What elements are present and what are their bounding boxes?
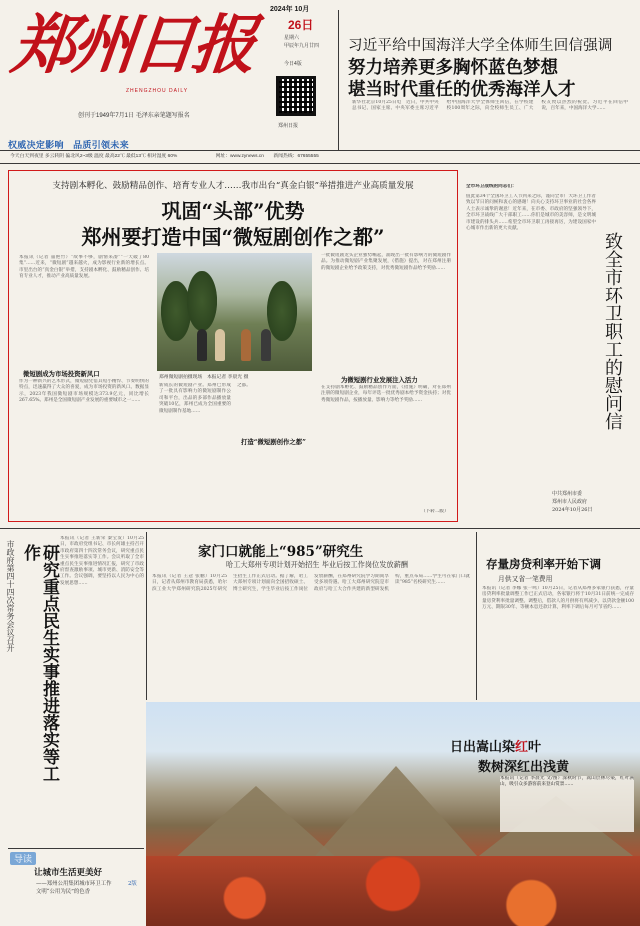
qr-code-icon	[276, 76, 316, 116]
council-meeting-body: 本报讯（记者 王新荣 秦宝发）10月25日，市政府党组书记、市长何雄主持召开市政府第四十四次常务会议，研究重点民生实事推进落实等工作。会议听取了全市重点民生实事推进情况汇报，研究了市政府督查激励事项、城市更新、消防安全等工作。会议强调，要坚持以人民为中心的发展思想……	[60, 536, 144, 586]
main-story-body-4: 之都。	[237, 383, 251, 388]
film-set-photo	[157, 253, 312, 371]
english-name: ZHENGZHOU DAILY	[126, 88, 189, 94]
guide-sub-2: 文明“公用为民”的色香	[36, 889, 91, 895]
guide-sub-1: ——郑州公用集团城市环卫工作	[36, 881, 112, 887]
photo-story-title-2: 数树深红出浅黄	[478, 760, 570, 775]
main-story-kicker: 支持剧本孵化、鼓励精品创作、培育专业人才……我市出台“真金白银”举措推进产业高质量发展	[52, 181, 414, 191]
subhead-2: 打造“微短剧创作之都”	[241, 438, 306, 446]
divider	[476, 532, 477, 700]
founded-line: 创刊于1949年7月1日 毛泽东亲笔题写报名	[78, 113, 190, 119]
qr-label: 郑州日报	[278, 123, 299, 129]
lunar-date: 甲辰年九月廿四	[284, 43, 320, 49]
divider	[0, 528, 640, 529]
top-story-kicker: 习近平给中国海洋大学全体师生回信强调	[348, 38, 613, 54]
weekday: 星期六	[284, 35, 300, 41]
masthead	[8, 4, 260, 136]
main-story	[8, 170, 458, 522]
main-story-body-5: 一批微短剧龙头企业强势崛起，涌现出一批有影响力的微短剧作品。为推动微短剧产业集聚发展，《措施》提出，对在郑州注册的微短剧企业给予政策支持，对优秀微短剧作品给予奖励……	[321, 253, 451, 271]
divider	[146, 532, 147, 700]
letter-body: 值此第34个全国环卫工人节到来之际，谨向全市广大环卫工作者致以节日的问候和衷心的感谢！向关心支持环卫事业的社会各界人士表示诚挚的谢意！近年来，在市委、市政府的坚强领导下，全市环卫战线广大干部职工……你们是城市的美容师，是文明城市建设的排头兵……希望全市环卫职工再接再厉，为建设国家中心城市作出新的更大贡献。	[466, 194, 596, 232]
main-story-body-2: 作为一种新兴的艺术形式，微短剧凭借其短小精悍、节奏明快的特点，迅速赢得了大众的喜爱，成为市场投资的新风口。数据显示，2023年我国微短剧市场规模达373.9亿元，同比增长267.65%。郑州是全国微短剧产业发展的重要城市之一……	[19, 379, 149, 404]
subhead-3: 为微短剧行业发展注入活力	[341, 376, 418, 384]
top-story-body: 新华社北京10月25日电 近日，中共中央总书记、国家主席、中央军委主席习近平给中国海洋大学全体师生回信，在学校建校100周年之际，向全校师生员工、广大校友致以热烈的祝贺。习近平在回信中说，百年来，中国海洋大学……	[352, 100, 628, 112]
mortgage-body: 本报讯（记者 李娜 张一鸣）10月25日，记者从郑州多家银行获悉，存量房贷利率批量调整工作已正式启动，各家银行将于10月31日前统一完成存量房贷利率批量调整。调整后，借款人的月供将有所减少。以贷款金额100万元、期限30年、等额本息还款计算，利率下调后每月可节省约……	[482, 586, 634, 611]
guide-tag: 导读	[10, 852, 36, 865]
main-story-body-3: 新成长的微短剧产业。郑州已形成了一批具有影响力的微短剧制作公司和平台，出品的多部作品播放量突破10亿，郑州已成为全国重要的微短剧制作基地……	[159, 383, 231, 414]
letter-title: 致全市环卫职工的慰问信	[602, 232, 623, 430]
photo-story-body: 本报讯（记者 李晨光 文/图）深秋时节，嵩山层林尽染，红叶满山，吸引众多游客前来登山赏景……	[500, 776, 634, 832]
weather-bar: 今天白天到夜里 多云转阴 偏北风2~3级 温度 最高22℃ 最低13℃ 相对湿度 60% 网址：www.zynews.cn 新闻热线：67655555	[10, 154, 319, 159]
divider	[0, 150, 640, 151]
main-story-body-6: 在支持剧本孵化、鼓励精品创作方面，《措施》明确，对在郑州注册的微短剧企业，每年评选一批优秀剧本给予资金扶持；对优秀微短剧作品，按播放量、影响力等给予奖励……	[321, 385, 451, 403]
divider	[338, 10, 339, 150]
continued-note: （下转二版）	[421, 509, 449, 514]
grad-school-subtitle: 哈工大郑州专项计划开始招生 毕业后按工作岗位发放薪酬	[226, 560, 408, 569]
grad-school-body: 本报讯（记者 王冠 张鹏）10月25日，记者从郑州市教育局获悉，哈尔滨工业大学郑州研究院2025年研究生招生工作正式启动。据了解，哈工大郑州专项计划面向全国招收硕士、博士研究生，学生毕业后按工作岗位发放薪酬，在郑州研究院学习期间享受多项待遇。哈工大郑州研究院是市政府与哈工大合作共建的新型研发机构，重点布局……学生可在家门口就读“985”名校研究生……	[152, 574, 470, 592]
council-meeting-kicker: 市政府第四十四次常务会议召开	[6, 540, 15, 652]
slogan: 权威决定影响 品质引领未来	[8, 140, 129, 150]
sign-committee: 中共郑州市委	[552, 491, 583, 497]
photo-story-title-1: 日出嵩山染红叶	[450, 740, 542, 755]
top-story-headline-2: 堪当时代重任的优秀海洋人才	[348, 80, 576, 100]
dateline	[262, 4, 334, 136]
page-count: 今日4版	[284, 61, 302, 67]
grad-school-title: 家门口就能上“985”研究生	[198, 544, 364, 560]
newspaper-logo: 郑州日报	[8, 8, 256, 83]
main-story-title-2: 郑州要打造中国“微短剧创作之都”	[81, 225, 385, 249]
guide-box[interactable]	[8, 852, 142, 918]
top-story	[340, 4, 636, 158]
council-meeting-title: 研究重点民生实事推进落实等工作	[20, 544, 59, 782]
top-story-headline-1: 努力培养更多胸怀蓝色梦想	[348, 58, 558, 78]
subhead-1: 微短剧成为市场投资新风口	[23, 370, 100, 378]
photo-caption: 郑州微短剧拍摄现场 本报记者 李晨光 摄	[159, 375, 249, 380]
sign-government: 郑州市人民政府	[552, 499, 588, 505]
main-story-title-1: 巩固“头部”优势	[161, 199, 305, 223]
year-month: 2024年 10月	[270, 6, 310, 13]
main-story-body-1: 本报讯（记者 董艳竹）“故事不够，剧情来凑”“一天破了80集”……近来，“微短剧”越来越火，成为影视行业新的增长点。市里出台的“真金白银”举措，支持剧本孵化、鼓励精品创作、培育专业人才，推动产业高质量发展。	[19, 255, 149, 280]
letter-greeting: 全市环卫战线的同志们：	[466, 184, 517, 189]
guide-headline[interactable]: 让城市生活更美好	[34, 868, 103, 878]
sign-date: 2024年10月26日	[552, 507, 593, 513]
divider	[8, 848, 144, 849]
mortgage-subtitle: 月供又省一笔费用	[498, 575, 553, 583]
divider	[0, 163, 640, 164]
day: 26日	[288, 18, 314, 32]
condolence-letter	[462, 170, 640, 522]
guide-page[interactable]: 2版	[128, 881, 137, 887]
mortgage-title: 存量房贷利率开始下调	[486, 557, 601, 571]
